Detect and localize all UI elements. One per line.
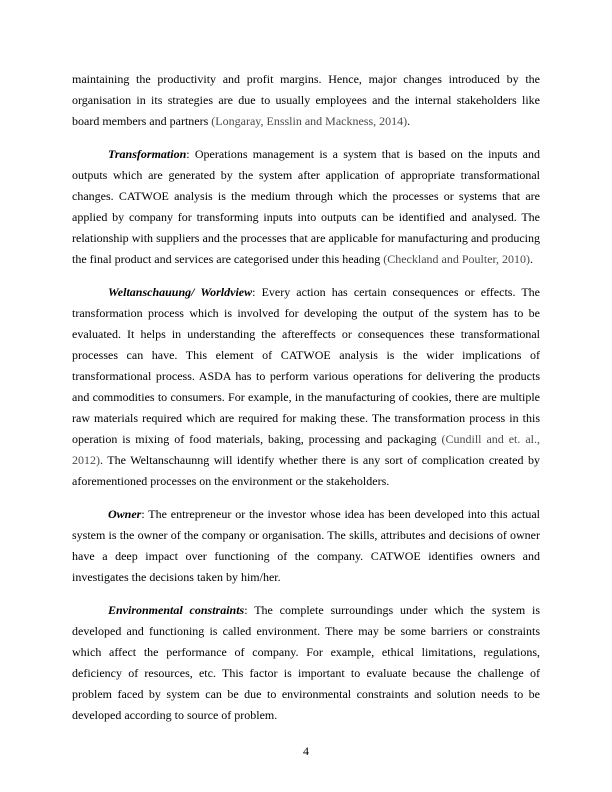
paragraph-transformation	[72, 144, 540, 270]
paragraph-body: Operations management is a system that is based on the inputs and outputs which are generated by the system after application of appropriate transformational changes. CATWOE analysis is the medium through which the processes or systems that are applied by company for transforming inputs into outputs can be identified and analysed. The relationship with suppliers and the processes that are applicable for manufacturing and producing the final product and services are categorised under this heading	[72, 147, 540, 266]
citation: (Checkland and Poulter, 2010)	[383, 252, 531, 266]
paragraph-term: Transformation	[108, 147, 187, 161]
paragraph-body: Every action has certain consequences or effects. The transformation process which is involved for developing the output of the system has to be evaluated. It helps in understanding the aftereffects or consequences these transformational processes can have. This element of CATWOE analysis is the wider implications of transformational process. ASDA has to perform various operations for delivering the products and commodities to consumers. For example, in the manufacturing of cookies, there are multiple raw materials required which are required for making these. The transformation process in this operation is mixing of food materials, baking, processing and packaging	[72, 285, 540, 446]
paragraph-owner	[72, 504, 540, 588]
citation: (Cundill and et. al., 2012)	[72, 432, 540, 467]
citation: (Longaray, Ensslin and Mackness, 2014)	[211, 114, 408, 128]
paragraph-tail: . The Weltanschaunng will identify whether there is any sort of complication created by aforementioned processes on the environment or the stakeholders.	[72, 453, 540, 488]
page-number: 4	[303, 744, 309, 758]
paragraph-term: Owner	[108, 507, 142, 521]
paragraph-term-separator: :	[141, 507, 149, 521]
paragraph-weltanschauung	[72, 282, 540, 492]
paragraph-tail: .	[407, 114, 411, 128]
document-page	[72, 69, 540, 738]
paragraph-term-separator: :	[186, 147, 195, 161]
paragraph-tail: .	[530, 252, 534, 266]
paragraph-body: The complete surroundings under which the system is developed and functioning is called environment. There may be some barriers or constraints which affect the performance of company. For example, ethical limitations, regulations, deficiency of resources, etc. This factor is important to evaluate because the challenge of problem faced by system can be due to environmental constraints and solution needs to be developed according to source of problem.	[72, 603, 541, 722]
paragraph-term-separator: :	[252, 285, 262, 299]
paragraph-body: The entrepreneur or the investor whose idea has been developed into this actual system is the owner of the company or organisation. The skills, attributes and decisions of owner have a deep impact over functioning of the company. CATWOE identifies owners and investigates the decisions taken by him/her.	[72, 507, 540, 584]
paragraph-term-separator: :	[244, 603, 255, 617]
paragraph-continuation	[72, 69, 540, 132]
paragraph-term: Environmental constraints	[108, 603, 245, 617]
paragraph-environmental-constraints	[72, 600, 540, 726]
paragraph-term: Weltanschauung/ Worldview	[108, 285, 253, 299]
paragraph-body: maintaining the productivity and profit margins. Hence, major changes introduced by the organisation in its strategies are due to usually employees and the internal stakeholders like board members and partners	[72, 72, 540, 128]
